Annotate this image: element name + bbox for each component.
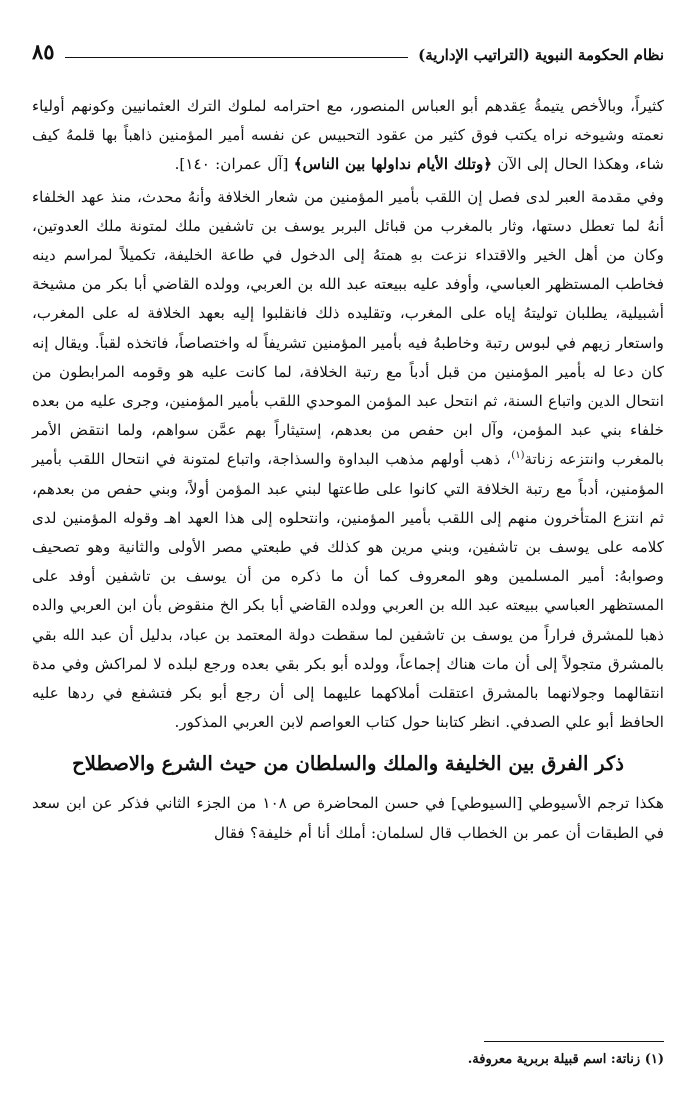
paragraph-2-text-b: ، ذهب أولهم مذهب البداوة والسذاجة، واتباع لمتونة في انتحال اللقب بأمير المؤمنين، أدباً مع رتبة الخلافة التي كانوا على طاعتها لبني عبد المؤمن أولاً، وبني حفص من بعدهم، ثم انتزع المتأخرون منهم إلى اللقب بأمير المؤمنين، وانتحلوه إلى هذا العهد اهـ وقوله المؤمنين لدى كلامه على يوسف بن تاشفين، وبني مرين هو كذلك في طبعتي مصر الأولى والثانية وهو تصحيف وصوابهُ: أمير المسلمين وهو المعروف كما أن ما ذكره من أن يوسف بن تاشفين أوفد على المستظهر العباسي ببيعته عبد الله بن العربي وولده القاضي أبا بكر الخ منقوض بأن ابن العربي والده ذهبا للمشرق فراراً من يوسف بن تاشفين لما سقطت دولة المعتمد بن عباد، بدليل أن عبد الله بقي بالمشرق متجولاً إلى أن مات هناك إجماعاً، وولده أبو بكر بقي بعده ورجع لبلده لا لمراكش وفي مدة انتقالهما وجولانهما بالمشرق اعتقلت أملاكهما عليهما إلى أن رجع أبو بكر فتشفع في ردها عليه الحافظ أبو علي الصدفي. انظر كتابنا حول كتاب العواصم لابن العربي المذكور. [32,450,664,732]
paragraph-2-text-a: وفي مقدمة العبر لدى فصل إن اللقب بأمير المؤمنين من شعار الخلافة وأنهُ محدث، منذ عهد الخلفاء أنهُ لما تعطل دستها، وثار بالمغرب من قبائل البربر يوسف بن تاشفين ملك لمتونة ملك العدوتين، وكان من أهل الخير والاقتداء نزعت بهِ همتهُ إلى الدخول في طاعة الخليفة، تكميلاً لمراسم دينه فخاطب المستظهر العباسي، وأوفد عليه ببيعته عبد الله بن العربي، وولده القاضي أبا بكر من مشيخة أشبيلية، يطلبان توليتهُ إياه على المغرب، وتقليده ذلك فانقلبوا إليه بعهد الخلافة له على المغرب، واستعار زيهم في لبوس رتبة وخاطبهُ فيه بأمير المؤمنين تشريفاً له واختصاصاً، فاتخذه لقباً. ويقال إنه كان دعا له بأمير المؤمنين من قبل أدباً مع رتبة الخلافة، لما كانت عليه هو وقومه المرابطون من انتحال الدين واتباع السنة، ثم انتحل عبد المؤمن الموحدي اللقب بأمير المؤمنين، وجرى عليه من بعده خلفاء بني عبد المؤمن، وآل ابن حفص من بعدهم، إستيثاراً بهم عمَّن سواهم، ولما انتقض الأمر بالمغرب وانتزعه زناتة [32,187,664,469]
page-number: ٨٥ [32,39,55,64]
section-heading: ذكر الفرق بين الخليفة والملك والسلطان من حيث الشرع والاصطلاح [72,752,624,776]
page-body [32,92,664,848]
footnote: (١) زناتة: اسم قبيلة بربرية معروفة. [467,1052,664,1067]
page-header [32,34,664,64]
paragraph-1 [32,92,664,180]
quran-verse: ﴿وتلك الأيام نداولها بين الناس﴾ [293,155,493,174]
paragraph-1-text: كثيراً، وبالأخص يتيمةُ عِقدهم أبو العباس المنصور، مع احترامه لملوك الترك العثمانيين وكونهم أولياء نعمته وشيوخه نراه يكتب فوق كثير من عقود التحبيس عن نفسه أمير المؤمنين ذاهباً بها قلمهُ كيف شاء، وهكذا الحال إلى الآن [32,97,664,174]
header-rule [65,57,409,58]
footnote-reference: (١) [511,450,525,462]
running-title: نظام الحكومة النبوية (التراتيب الإدارية) [418,46,664,64]
paragraph-3: هكذا ترجم الأسيوطي [السيوطي] في حسن المحاضرة ص ١٠٨ من الجزء الثاني فذكر عن ابن سعد في الطبقات أن عمر بن الخطاب قال لسلمان: أملك أنا أم خليفة؟ فقال [32,794,664,842]
paragraph-2 [32,183,664,738]
quran-citation: [آل عمران: ١٤٠]. [174,155,294,174]
footnote-rule [484,1041,664,1042]
